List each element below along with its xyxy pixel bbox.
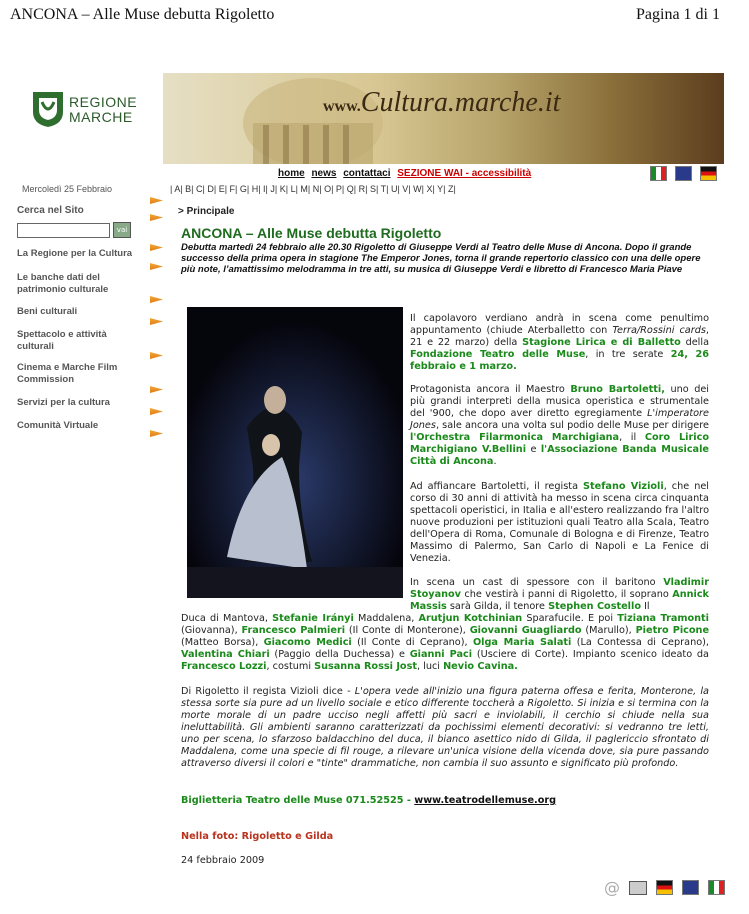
sidebar-item-comunita[interactable]: Comunità Virtuale: [17, 420, 99, 431]
arrow-icon: [150, 244, 163, 251]
nav-home-link[interactable]: home: [278, 168, 305, 179]
regione-marche-logo[interactable]: [13, 73, 163, 164]
email-icon[interactable]: @: [604, 878, 620, 897]
de-flag-icon[interactable]: [700, 166, 717, 181]
current-date: Mercoledì 25 Febbraio: [22, 184, 113, 194]
banner-image: [163, 73, 724, 164]
arrow-icon: [150, 318, 163, 325]
sidebar-item-regione[interactable]: La Regione per la Cultura: [17, 248, 133, 259]
sidebar-item-servizi[interactable]: Servizi per la cultura: [17, 397, 110, 408]
paragraph-1: Il capolavoro verdiano andrà in scena come penultimo appuntamento (chiude Aterballetto con Terra/Rossini cards, 21 e 22 marzo) della Stagione Lirica e di Balletto della Fondazione Teatro delle Muse, in tre serate 24, 26 febbraio e 1 marzo.: [410, 313, 710, 372]
theatre-website-link[interactable]: www.teatrodellemuse.org: [414, 795, 557, 806]
arrow-icon: [150, 296, 163, 303]
article-title: ANCONA – Alle Muse debutta Rigoletto: [181, 225, 442, 241]
paragraph-4-cont: Duca di Mantova, Stefanie Irányi Maddalena, Arutjun Kotchinian Sparafucile. E poi Tiziana Tramonti (Giovanna), Francesco Palmieri (Il Conte di Monterone), Giovanni Guagliardo (Marullo), Pietro Picone (Matteo Borsa), Giacomo Medici (Il Conte di Ceprano), Olga Maria Salati (La Contessa di Ceprano), Valentina Chiari (Paggio della Duchessa) e Gianni Paci (Usciere di Corte). Impianto scenico ideato da Francesco Lozzi, costumi Susanna Rossi Jost, luci Nevio Cavina.: [181, 613, 710, 672]
sidebar-item-cinema[interactable]: Cinema e Marche Film Commission: [17, 362, 118, 385]
paragraph-3: Ad affiancare Bartoletti, il regista Stefano Vizioli, che nel corso di 30 anni di attività ha messo in scena circa cinquanta spettacoli operistici, in Italia e all'estero realizzando fra l'altro nuove produzioni per istituzioni quali Teatro alla Scala, Teatro dell'Opera di Roma, Comunale di Bologna e di Firenze, Teatro Massimo di Palermo, San Carlo di Napoli e La Fenice di Venezia.: [410, 481, 709, 564]
publication-date: 24 febbraio 2009: [181, 855, 265, 866]
alphabet-index[interactable]: | A| B| C| D| E| F| G| H| I| J| K| L| M| N| O| P| Q| R| S| T| U| V| W| X| Y| Z|: [170, 184, 456, 194]
nav-news-link[interactable]: news: [311, 168, 337, 179]
ticket-info: [181, 795, 556, 806]
it-flag-icon[interactable]: [650, 166, 667, 181]
it-flag-icon[interactable]: [708, 880, 725, 895]
search-label: Cerca nel Sito: [17, 205, 84, 216]
sidebar-item-spettacolo[interactable]: Spettacolo e attività culturali: [17, 329, 107, 352]
uk-flag-icon[interactable]: [682, 880, 699, 895]
print-header: [0, 0, 749, 28]
regione-emblem-icon: [31, 90, 65, 128]
arrow-icon: [150, 408, 163, 415]
uk-flag-icon[interactable]: [675, 166, 692, 181]
footer-tools: [604, 877, 729, 897]
print-title: ANCONA – Alle Muse debutta Rigoletto: [10, 6, 275, 23]
paragraph-4-start: In scena un cast di spessore con il baritono Vladimir Stoyanov che vestirà i panni di Rigoletto, il soprano Annick Massis sarà Gilda, il tenore Stephen Costello Il: [410, 577, 709, 612]
logo-text-regione: REGIONE: [69, 94, 138, 110]
sidebar-item-beni-culturali[interactable]: Beni culturali: [17, 306, 78, 317]
search-input[interactable]: [17, 223, 110, 238]
site-banner: [13, 73, 724, 164]
article-photo: [187, 307, 403, 598]
print-icon[interactable]: [629, 881, 647, 895]
breadcrumb[interactable]: > Principale: [178, 206, 235, 217]
search-go-button[interactable]: vai: [113, 222, 131, 238]
paragraph-5: Di Rigoletto il regista Vizioli dice - L'opera vede all'inizio una figura paterna offesa e ferita, Monterone, la stessa sorte sia pure ad un livello sociale e etico differente toccherà a Rigoletto. Si inizia e si termina con la morte morale di un padre ucciso negli affetti più sacri e inviolabili, il cerchio si chiude nella sua ineluttabilità. Gli ambienti saranno caratterizzati da pochissimi elementi decorativi: si vedranno tre letti, uno per scena, lo sfarzoso baldacchino del duca, il bianco asettico nido di Gilda, il paglericcio sfrontato di Maddalena, come una specie di fil rouge, a rilevare un'unica visione della vicenda dove, sia pure passando attraverso diversi il colori e "tinte" drammatiche, non cambia il suo assunto e significato più profondo.: [181, 686, 709, 769]
arrow-icon: [150, 214, 163, 221]
arrow-icon: [150, 430, 163, 437]
arrow-icon: [150, 386, 163, 393]
arrow-icon: [150, 263, 163, 270]
nav-wai-link[interactable]: SEZIONE WAI - accessibilità: [397, 168, 532, 179]
photo-caption: Nella foto: Rigoletto e Gilda: [181, 831, 334, 842]
de-flag-icon[interactable]: [656, 880, 673, 895]
article-lead: Debutta martedì 24 febbraio alle 20.30 Rigoletto di Giuseppe Verdi al Teatro delle Muse di Ancona. Dopo il grande successo della prima opera in stagione The Emperor Jones, torna il grande repertorio classico con una delle opere più note, l’amattissimo melodramma in tre atti, su musica di Giuseppe Verdi e libretto di Francesco Maria Piave: [181, 242, 701, 275]
paragraph-2: Protagonista ancora il Maestro Bruno Bartoletti, uno dei più grandi interpreti della musica operistica e strumentale del '900, che dopo aver diretto egregiamente L'imperatore Jones, sale ancora una volta sul podio delle Muse per dirigere l'Orchestra Filarmonica Marchigiana, il Coro Lirico Marchigiano V.Bellini e l'Associazione Banda Musicale Città di Ancona.: [410, 384, 709, 467]
logo-text-marche: MARCHE: [69, 109, 133, 125]
site-wordmark: www.Cultura.marche.it: [323, 87, 561, 118]
arrow-icon: [150, 197, 163, 204]
stage-photo-icon: [187, 307, 403, 598]
sidebar-item-banche-dati[interactable]: Le banche dati del patrimonio culturale: [17, 272, 109, 295]
print-page-number: Pagina 1 di 1: [636, 6, 720, 23]
nav-contattaci-link[interactable]: contattaci: [343, 168, 391, 179]
ticket-label: Biglietteria Teatro delle Muse 071.52525 -: [181, 795, 411, 806]
arrow-icon: [150, 352, 163, 359]
